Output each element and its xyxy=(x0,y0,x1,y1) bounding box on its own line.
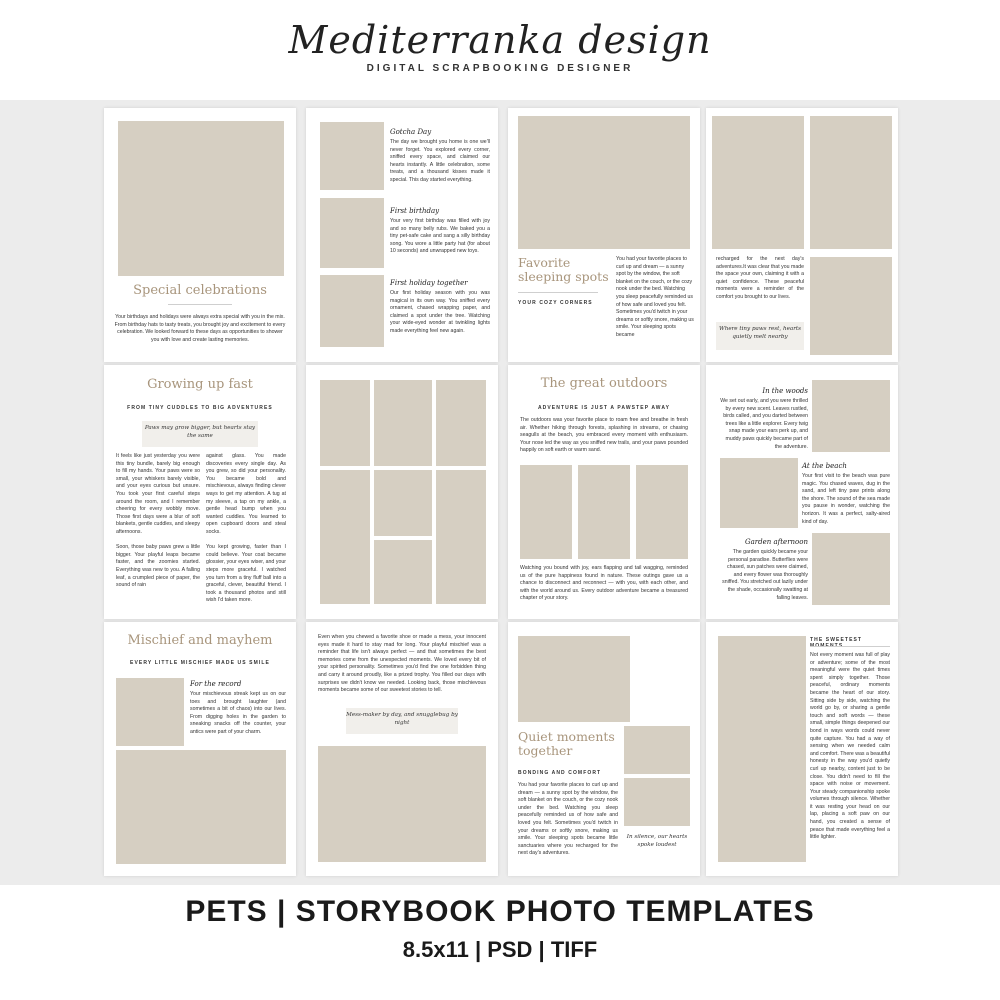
divider xyxy=(518,292,598,293)
page-sleeping-spots-continued[interactable] xyxy=(706,108,898,362)
product-formats: 8.5x11 | PSD | TIFF xyxy=(402,937,598,962)
page-subtitle: FROM TINY CUDDLES TO BIG ADVENTURES xyxy=(127,405,273,411)
photo-placeholder[interactable] xyxy=(578,465,630,559)
body-text: Our first holiday season with you was magical in its own way. You sniffed every ornament, chased wrapping paper, and claimed a spot under the tree. Watching your wide-eyed wonder at twinkling lights made everything feel new again. xyxy=(390,290,490,334)
template-preview-area xyxy=(0,100,1000,885)
quote-box: Paws may grow bigger, but hearts stay the same xyxy=(142,421,258,447)
page-growing-up-fast[interactable] xyxy=(104,365,296,619)
page-subtitle: YOUR COZY CORNERS xyxy=(518,300,593,306)
photo-placeholder[interactable] xyxy=(624,726,690,774)
photo-placeholder[interactable] xyxy=(518,116,690,249)
page-quiet-moments-together[interactable] xyxy=(508,622,700,876)
photo-placeholder[interactable] xyxy=(636,465,688,559)
photo-placeholder[interactable] xyxy=(812,533,890,605)
page-subtitle: BONDING AND COMFORT xyxy=(518,770,602,776)
photo-placeholder[interactable] xyxy=(624,778,690,826)
photo-placeholder[interactable] xyxy=(718,636,806,862)
section-heading: At the beach xyxy=(802,462,847,470)
photo-placeholder[interactable] xyxy=(374,540,432,604)
body-text: Your birthdays and holidays were always extra special with you in the mix. From birthday hats to tasty treats, you brought joy and excitement to every celebration. We looked forward to these days as opportunities to shower you with love and create lasting memories. xyxy=(114,314,286,343)
body-text: The day we brought you home is one we'll never forget. You explored every corner, sniffed every space, and claimed our hearts instantly. A little celebration, some treats, and a thousand kisses made it special. This day started everything. xyxy=(390,139,490,183)
photo-placeholder[interactable] xyxy=(118,121,284,276)
photo-placeholder[interactable] xyxy=(810,257,892,355)
page-title: Mischief and mayhem xyxy=(127,633,273,648)
photo-placeholder[interactable] xyxy=(116,750,286,864)
photo-placeholder[interactable] xyxy=(810,116,892,249)
page-special-celebrations[interactable] xyxy=(104,108,296,362)
brand-tagline: DIGITAL SCRAPBOOKING DESIGNER xyxy=(366,63,634,74)
photo-placeholder[interactable] xyxy=(374,470,432,536)
body-text: recharged for the next day's adventures.It was clear that you made the space your own, claiming it with a quiet confidence. These peaceful moments were a reminder of the comfort you brought to our lives. xyxy=(716,256,804,300)
photo-placeholder[interactable] xyxy=(436,380,486,466)
body-text: Your very first birthday was filled with joy and so many belly rubs. We baked you a tiny pet-safe cake and sang a silly birthday song. You wore a little party hat (for about 10 seconds) and unwrapped new toys. xyxy=(390,218,490,255)
page-outdoor-places[interactable] xyxy=(706,365,898,619)
page-the-great-outdoors[interactable] xyxy=(508,365,700,619)
page-photo-grid[interactable] xyxy=(306,365,498,619)
page-title: Quiet moments together xyxy=(518,729,615,758)
page-title: The great outdoors xyxy=(540,376,668,391)
page-mischief-continued[interactable] xyxy=(306,622,498,876)
body-text: Your mischievous streak kept us on our toes and brought laughter (and sometimes a bit of chaos) into our lives. From digging holes in the garden to sneaking snacks off the counter, your antics were part of your charm. xyxy=(190,691,286,735)
photo-placeholder[interactable] xyxy=(518,636,630,722)
divider xyxy=(168,304,232,305)
page-favorite-sleeping-spots[interactable] xyxy=(508,108,700,362)
page-title: Favorite sleeping spots xyxy=(518,255,609,284)
quote-box: Mess-maker by day, and snugglebug by night xyxy=(346,708,458,734)
photo-placeholder[interactable] xyxy=(712,116,804,249)
photo-placeholder[interactable] xyxy=(520,465,572,559)
body-text-column: It feels like just yesterday you were this tiny bundle, barely big enough to fill my hands. Your paws were so small, your whiskers barely visible, and your eyes curious but unsure. You took your first careful steps around the room, and I remember cheering for every wobbly move. Those first days were a blur of soft blankets, gentle cuddles, and sleepy afternoons. Soon, those baby paws grew a little bigger. Your playful leaps became faster, and the zoomies started. Everything was new to you. A falling leaf, a crumpled piece of paper, the sound of rain xyxy=(116,453,200,589)
body-text: Your first visit to the beach was pure magic. You chased waves, dug in the sand, and left tiny paw prints along the shore. The sound of the sea made you pause in wonder, watching the horizon. It was a perfect, salty-aired kind of day. xyxy=(802,473,890,525)
section-heading: First birthday xyxy=(390,207,440,215)
page-subtitle: ADVENTURE IS JUST A PAWSTEP AWAY xyxy=(537,405,671,411)
page-subtitle: EVERY LITTLE MISCHIEF MADE US SMILE xyxy=(130,660,270,666)
photo-placeholder[interactable] xyxy=(320,122,384,190)
photo-placeholder[interactable] xyxy=(812,380,890,452)
photo-placeholder[interactable] xyxy=(374,380,432,466)
photo-placeholder[interactable] xyxy=(318,746,486,862)
body-text: We set out early, and you were thrilled by every new scent. Leaves rustled, birds called, and you darted between trees like a little explorer. Every twig snap made your ears perk up, and muddy paws quickly became part of the adventure. xyxy=(720,398,808,450)
photo-placeholder[interactable] xyxy=(320,380,370,466)
section-heading: First holiday together xyxy=(390,279,468,287)
body-text: Watching you bound with joy, ears flapping and tail wagging, reminded us of the pure happiness found in nature. These outings gave us a chance to disconnect and reconnect — with you, with each other, and with the world around us. Every outdoor adventure became a treasured chapter of your story. xyxy=(520,565,688,602)
page-title: Special celebrations xyxy=(133,283,267,298)
brand-logo: Mediterranka design xyxy=(288,18,712,62)
body-text: You had your favorite places to curl up and dream — a sunny spot by the window, the soft blanket on the couch, or the cozy nook under the bed. Watching you sleep peacefully reminded us of how safe and loved you felt. Sometimes you'd twitch in your dreams or softly snore, making us smile. Your sleeping spots became xyxy=(616,256,694,338)
body-text: Even when you chewed a favorite shoe or made a mess, your innocent eyes made it hard to stay mad for long. Your playful mischief was a reminder that life isn't always perfect — and that sometimes the best memories come from the unexpected moments. We loved every bit of your spirited personality. Sometimes you'd find the one forbidden thing and carry it around proudly, like a prized trophy. You filled our days with surprises we didn't know we needed. Looking back, those mischievous moments became some of our sweetest stories to tell. xyxy=(318,634,486,694)
quote-box: Where tiny paws rest, hearts quietly melt nearby xyxy=(716,322,804,350)
photo-placeholder[interactable] xyxy=(436,470,486,604)
section-heading: Gotcha Day xyxy=(390,128,432,136)
section-heading: Garden afternoon xyxy=(745,538,808,546)
page-subtitle: THE SWEETEST xyxy=(810,637,863,643)
photo-placeholder[interactable] xyxy=(116,678,184,746)
header xyxy=(0,0,1000,100)
product-title: PETS | STORYBOOK PHOTO TEMPLATES xyxy=(185,895,815,928)
page-title: Growing up fast xyxy=(147,377,253,392)
photo-placeholder[interactable] xyxy=(320,198,384,268)
photo-placeholder[interactable] xyxy=(720,458,798,528)
quote-text: In silence, our hearts spoke loudest xyxy=(626,834,688,848)
body-text: You had your favorite places to curl up and dream — a sunny spot by the window, the soft blanket on the couch, or the cozy nook under the bed. Watching you sleep peacefully reminded us of how safe and loved you felt. Sometimes you'd twitch in your dreams or softly snore, making us smile. Your sleeping spots became little sanctuaries where you recharged for the next day's adventures. xyxy=(518,782,618,857)
photo-placeholder[interactable] xyxy=(320,470,370,604)
body-text: The outdoors was your favorite place to roam free and breathe in fresh air. Whether hiking through forests, splashing in streams, or chasing seagulls at the beach, you embraced every moment with enthusiasm. Your nose led the way as you sniffed new trails, and your paws pounded happily on soft earth or warm sand. xyxy=(520,417,688,454)
body-text: Not every moment was full of play or adventure; some of the most meaningful were the quiet times spent simply together. Those peaceful, ordinary moments became the heart of our story. Sitting side by side, watching the world go by, or sharing a gentle touch and soft words — these small, simple things deepened our bond in ways words could never quite capture. You had a way of sensing when we needed calm and comfort. There was a beautiful honesty in the way you'd quietly curl up nearby, content just to be close. You didn't need to fill the space with noise or movement. Your steady companionship spoke volumes through silence. Whether it was resting your head on our lap, placing a soft paw on our hand, you created a sense of peace that made everything feel a little lighter. xyxy=(810,652,890,841)
section-heading: In the woods xyxy=(762,387,808,395)
divider xyxy=(810,646,890,647)
page-the-sweetest-moments[interactable] xyxy=(706,622,898,876)
body-text: The garden quickly became your personal paradise. Butterflies were chased, sun patches were claimed, and every flower was thoroughly sniffed. You stretched out lazily under the shade, occasionally swatting at falling leaves. xyxy=(722,549,808,601)
page-mischief-and-mayhem[interactable] xyxy=(104,622,296,876)
photo-placeholder[interactable] xyxy=(320,275,384,347)
body-text-column: against glass. You made discoveries every single day. As you grew, so did your personality. You became bold and mischievous, always finding clever ways to get my attention. A tug at my sleeve, a tap on my ankle, a gentle head bump when you wanted cuddles. You learned to open cupboard doors and steal socks. You kept growing, faster than I could believe. Your coat became glossier, your eyes wiser, and your steps more graceful. I watched you turn from a tiny fluff ball into a graceful, clever, beautiful friend. I took a thousand photos and still wish I'd taken more. xyxy=(206,453,286,604)
page-firsts[interactable] xyxy=(306,108,498,362)
section-heading: For the record xyxy=(190,680,242,688)
